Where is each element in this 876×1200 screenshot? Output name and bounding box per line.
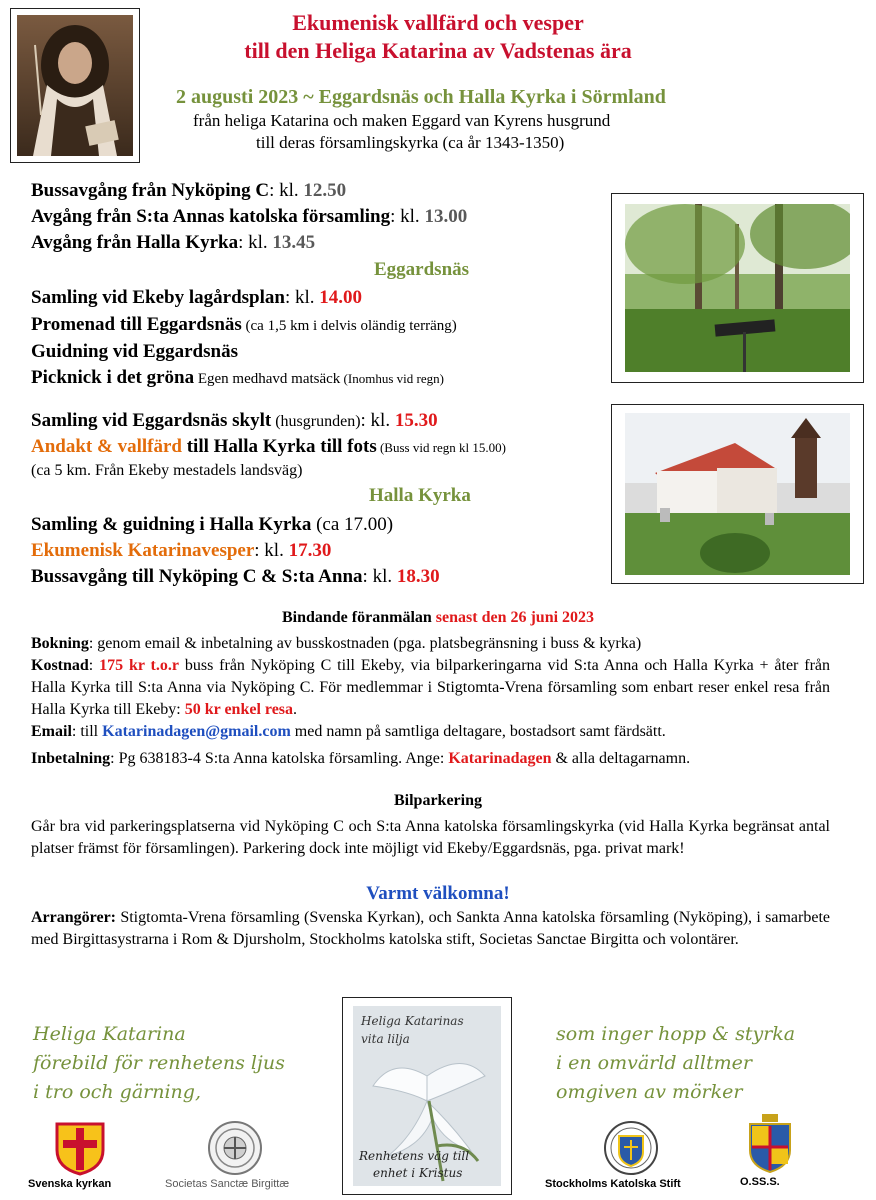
halla-kyrka-photo: [611, 404, 864, 584]
parking-text: Går bra vid parkeringsplatserna vid Nyköping C och S:ta Anna katolska församlingskyrka (vid Halla Kyrka begränsat antal platser främst för församlingen). Parkering dock inte möjligt vid Ekeby/Eggardsnäs, pga. privat mark!: [31, 818, 830, 857]
footer-verse-left: Heliga Katarina förebild för renhetens ljus i tro och gärning,: [33, 1023, 285, 1103]
parking-heading: Bilparkering: [393, 792, 482, 809]
lily-caption-1: Renhetens väg till: [359, 1149, 470, 1163]
lily-card: [342, 997, 512, 1195]
booking-kostnad: Kostnad: 175 kr t.o.r buss från Nyköping C till Ekeby, via bilparkeringarna vid S:ta Anna och Halla Kyrka + åter från Halla Kyrka till S:ta Anna via Nyköping C. För medlemmar i Stigtomta-Vrena församling som enbart reser enkel resa från Halla Kyrka till Ekeby: 50 kr enkel resa.: [31, 657, 831, 718]
section-halla: Halla Kyrka: [369, 485, 471, 506]
logo-stockholm-label: Stockholms Katolska Stift: [545, 1178, 681, 1190]
row-andakt-note: (ca 5 km. Från Ekeby mestadels landsväg): [31, 462, 303, 479]
logo-societas-label: Societas Sanctæ Birgittæ: [165, 1178, 290, 1190]
subtitle-line-2: till deras församlingskyrka (ca år 1343-1350): [256, 133, 565, 152]
svenska-kyrkan-icon: [53, 1120, 107, 1176]
logo-stockholm-stift: [545, 1120, 715, 1190]
row-andakt: Andakt & vallfärd till Halla Kyrka till fots (Buss vid regn kl 15.00): [31, 436, 506, 457]
logo-osss-label: O.SS.S.: [740, 1176, 780, 1188]
welcome-text: Varmt välkomna!: [366, 883, 510, 904]
organizers-text: Arrangörer: Stigtomta-Vrena församling (Svenska Kyrkan), och Sankta Anna katolska församling (Nyköping), i samarbete med Birgittasystrarna i Rom & Djursholm, Stockholms katolska stift, Societas Sanctae Birgitta och volontärer.: [31, 909, 830, 948]
row-bus-return: Bussavgång till Nyköping C & S:ta Anna: kl. 18.30: [31, 566, 440, 587]
logo-svenska-label: Svenska kyrkan: [28, 1178, 112, 1190]
forest-image: [625, 204, 850, 372]
societas-seal-icon: [207, 1120, 263, 1176]
row-guidning: Guidning vid Eggardsnäs: [31, 341, 238, 362]
row-dep-halla: Avgång från Halla Kyrka: kl. 13.45: [31, 232, 316, 253]
booking-inbetalning: Inbetalning: Pg 638183-4 S:ta Anna katolska församling. Ange: Katarinadagen & alla deltagarnamn.: [31, 750, 691, 767]
event-date-line: 2 augusti 2023 ~ Eggardsnäs och Halla Kyrka i Sörmland: [176, 86, 666, 108]
title-line-2: till den Heliga Katarina av Vadstenas ära: [244, 38, 632, 63]
row-picknick: Picknick i det gröna Egen medhavd matsäck (Inomhus vid regn): [31, 367, 444, 388]
row-samling-skylt: Samling vid Eggardsnäs skylt (husgrunden): kl. 15.30: [31, 410, 438, 431]
saint-katarina-portrait: [10, 8, 140, 163]
row-vesper: Ekumenisk Katarinavesper: kl. 17.30: [31, 540, 332, 561]
portrait-image: [17, 15, 133, 156]
title-line-1: Ekumenisk vallfärd och vesper: [292, 10, 584, 35]
row-samling-ekeby: Samling vid Ekeby lagårdsplan: kl. 14.00: [31, 287, 363, 308]
footer-verse-right: som inger hopp & styrka i en omvärld alltmer omgiven av mörker: [556, 1023, 796, 1103]
church-image: [625, 413, 850, 575]
logo-osss: [740, 1112, 800, 1188]
osss-coat-of-arms-icon: [744, 1112, 796, 1174]
lily-title-1: Heliga Katarinas: [361, 1014, 464, 1028]
row-guidning-halla: Samling & guidning i Halla Kyrka (ca 17.00): [31, 514, 394, 535]
lily-image: [353, 1006, 501, 1186]
subtitle-line-1: från heliga Katarina och maken Eggard van Kyrens husgrund: [193, 111, 611, 130]
booking-email: Email: till Katarinadagen@gmail.com med namn på samtliga deltagare, bostadsort samt färdsätt.: [31, 723, 666, 740]
logo-svenska-kyrkan: [28, 1120, 138, 1190]
stockholm-stift-icon: [603, 1120, 659, 1176]
booking-bokning: Bokning: genom email & inbetalning av busskostnaden (pga. platsbegränsning i buss & kyrka): [31, 635, 642, 652]
booking-heading: Bindande föranmälan senast den 26 juni 2023: [281, 609, 595, 626]
row-bus-nykoping: Bussavgång från Nyköping C: kl. 12.50: [31, 180, 347, 201]
email-link[interactable]: Katarinadagen@gmail.com: [102, 723, 291, 740]
row-dep-annas: Avgång från S:ta Annas katolska församling: kl. 13.00: [31, 206, 468, 227]
eggardsnas-sign-photo: [611, 193, 864, 383]
lily-title-2: vita lilja: [361, 1032, 410, 1046]
row-promenad: Promenad till Eggardsnäs (ca 1,5 km i delvis oländig terräng): [31, 314, 457, 335]
lily-caption-2: enhet i Kristus: [373, 1166, 463, 1180]
booking-details: [31, 633, 830, 770]
section-eggardsnas: Eggardsnäs: [374, 259, 470, 280]
logo-societas: [165, 1120, 325, 1190]
